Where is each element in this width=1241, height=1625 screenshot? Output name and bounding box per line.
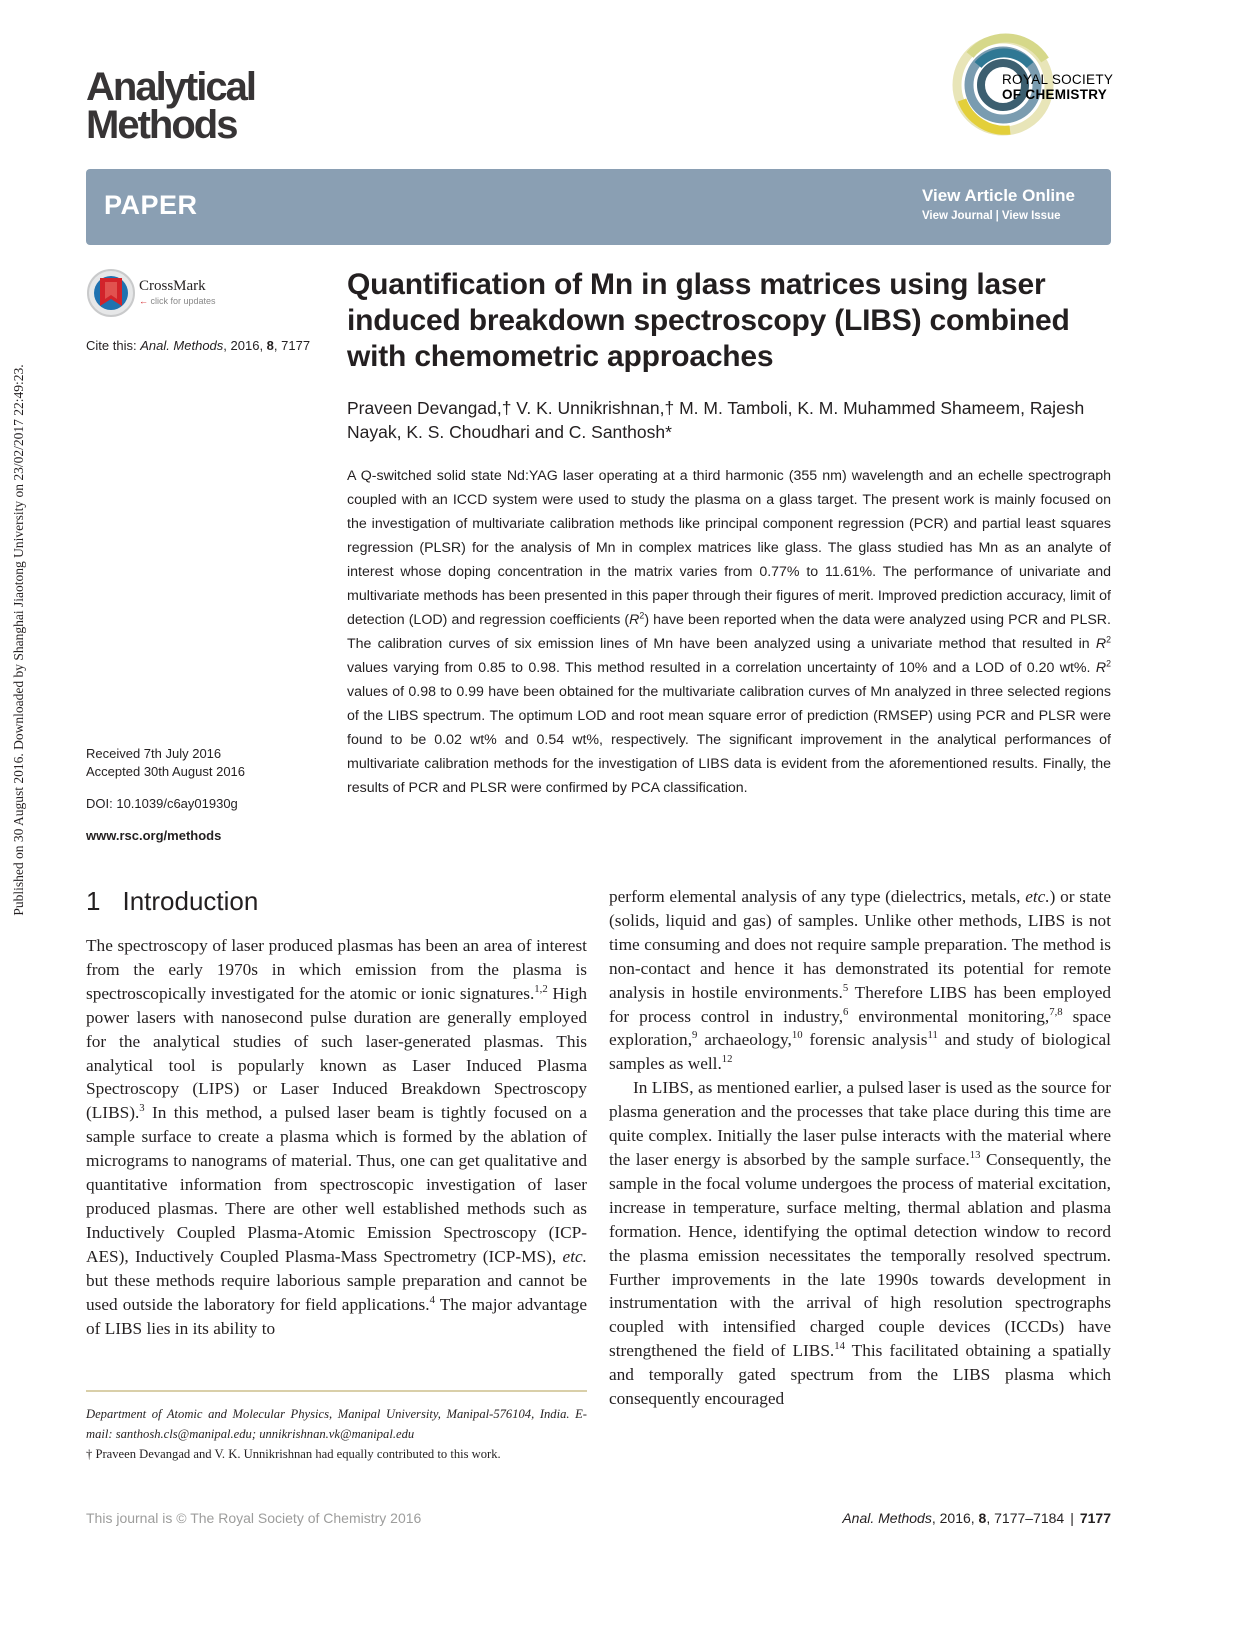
cite-year: , 2016, (223, 338, 267, 353)
crossmark-label (139, 278, 216, 306)
abstract-part-1: A Q-switched solid state Nd:YAG laser operating at a third harmonic (355 nm) wavelength and an echelle spectrograph coupled with an ICCD system were used to study the plasma on a glass target. The present work is mainly focused on the investigation of multivariate calibration methods like principal component regression (PCR) and partial least squares regression (PLSR) for the analysis of Mn in complex matrices like glass. The glass studied has Mn as an analyte of interest whose doping concentration in the matrix varies from 0.77% to 11.61%. The performance of univariate and multivariate methods has been presented in this paper through their figures of merit. Improved prediction accuracy, limit of detection (LOD) and regression coefficients ( (347, 468, 1111, 628)
body-text-span: High power lasers with nanosecond pulse duration are generally employed for the analytical studies of such laser-generated plasmas. This analytical tool is popularly known as Laser Induced Plasma Spectroscopy (LIPS) or Laser Induced Breakdown Spectroscopy (LIBS). (86, 983, 587, 1123)
abstract-part-2: ) have been reported when the data were analyzed using PCR and PLSR. The calibration curves of six emission lines of Mn have been analyzed using a univariate method that resulted in (347, 612, 1111, 652)
squared-symbol: 2 (639, 610, 645, 621)
footer-year: , 2016, (931, 1510, 979, 1526)
article-type-label: PAPER (104, 190, 198, 220)
view-article-online-link[interactable]: View Article Online (921, 186, 1075, 205)
rsc-logo (950, 30, 1120, 145)
crossmark-title: CrossMark (139, 278, 206, 294)
crossmark-icon (86, 268, 136, 318)
article-type-banner (86, 169, 1111, 245)
r-symbol: R (629, 612, 640, 628)
crossmark-badge[interactable] (86, 268, 226, 320)
body-text-span: perform elemental analysis of any type (dielectrics, metals, (609, 887, 1026, 906)
journal-name-line2: Methods (86, 103, 237, 147)
footer-pages: , 7177–7184 (986, 1510, 1065, 1526)
download-watermark-text: Published on 30 August 2016. Downloaded by Shanghai Jiaotong University on 23/02/2017 22:49:23. (11, 364, 26, 916)
body-text-span: The major advantage of LIBS lies in its ability to (86, 1294, 587, 1338)
link-separator: | (995, 210, 999, 222)
journal-name (86, 65, 255, 147)
r-symbol: R (1095, 660, 1107, 676)
equal-contribution-footnote: † Praveen Devangad and V. K. Unnikrishnan had equally contributed to this work. (86, 1447, 501, 1461)
body-text-span: Therefore LIBS has been employed for process control in industry, (609, 982, 1112, 1026)
abstract-part-3: values varying from 0.85 to 0.98. This method resulted in a correlation uncertainty of 10% and a LOD of 0.20 wt%. (347, 660, 1096, 676)
intro-paragraph (609, 885, 1111, 1076)
citation-ref[interactable]: 4 (429, 1293, 435, 1306)
body-text-span: and study of biological samples as well. (609, 1030, 1111, 1074)
intro-right-column (609, 885, 1111, 1411)
page-number: 7177 (1079, 1510, 1111, 1526)
body-text-span: In this method, a pulsed laser beam is tightly focused on a sample surface to create a plasma which is formed by the ablation of micrograms to nanograms of material. Thus, one can get qualitative and quantitative information from spectroscopic investigation of laser produced plasmas. There are other well established methods such as Inductively Coupled Plasma-Atomic Emission Spectroscopy (ICP-AES), Inductively Coupled Plasma-Mass Spectrometry (ICP-MS), (86, 1103, 587, 1266)
footer-journal: Anal. Methods (842, 1510, 932, 1526)
footer-volume: 8 (978, 1510, 987, 1526)
citation-ref[interactable]: 6 (843, 1005, 849, 1018)
cite-prefix: Cite this: (86, 338, 141, 353)
citation-ref[interactable]: 12 (721, 1053, 733, 1066)
abstract (347, 464, 1111, 800)
page-footer-citation (842, 1510, 1111, 1526)
received-date: Received 7th July 2016 (86, 746, 222, 761)
body-text-span: In LIBS, as mentioned earlier, a pulsed laser is used as the source for plasma generation and the processes that take place during this time are quite complex. Initially the laser pulse interacts with the material where the laser energy is absorbed by the sample surface. (609, 1078, 1111, 1169)
download-watermark (8, 300, 30, 980)
article-links (922, 186, 1075, 222)
body-text-span: space exploration, (609, 1006, 1111, 1050)
citation-ref[interactable]: 5 (842, 981, 849, 994)
cite-volume: 8 (266, 338, 274, 353)
section-title: Introduction (122, 886, 259, 916)
body-text-span: but these methods require laborious sample preparation and cannot be used outside the laboratory for field applications. (86, 1270, 587, 1314)
body-text-span: forensic analysis (802, 1030, 928, 1050)
crossmark-arrow-icon: ← (139, 296, 148, 306)
body-text-span: ) or state (solids, liquid and gas) of samples. Unlike other methods, LIBS is not time consuming and does not require sample preparation. The method is non-contact and hence it has demonstrated its potential for remote analysis in hostile environments. (609, 887, 1111, 1002)
etc-abbrev: etc. (562, 1246, 587, 1266)
cite-page: , 7177 (273, 338, 311, 353)
affiliation-footnote: Department of Atomic and Molecular Physics, Manipal University, Manipal-576104, India. E-mail: santhosh.cls@manipal.edu; unnikrishnan.vk@manipal.edu (86, 1407, 587, 1441)
view-journal-link[interactable]: View Journal (921, 210, 993, 222)
section-heading-introduction (86, 886, 258, 917)
article-title: Quantification of Mn in glass matrices using laser induced breakdown spectroscopy (LIBS) combined with chemometric approaches (347, 268, 1070, 373)
footer-separator: | (1070, 1510, 1074, 1526)
cite-journal: Anal. Methods (140, 338, 224, 353)
r-symbol: R (1095, 636, 1107, 652)
journal-name-line1: Analytical (86, 65, 255, 109)
doi[interactable]: DOI: 10.1039/c6ay01930g (86, 796, 238, 811)
article-metadata (86, 745, 245, 845)
intro-paragraph (609, 1076, 1111, 1411)
intro-left-column (86, 934, 587, 1340)
etc-abbrev: etc. (1025, 887, 1050, 906)
abstract-part-4: values of 0.98 to 0.99 have been obtained for the multivariate calibration curves of Mn analyzed in three selected regions of the LIBS spectrum. The optimum LOD and root mean square error of prediction (RMSEP) using PCR and PLSR were found to be 0.02 wt% and 0.54 wt%, respectively. The significant improvement in the analytical performances of multivariate calibration methods for the investigation of LIBS data is evident from the aforementioned results. Finally, the results of PCR and PLSR were confirmed by PCA classification. (347, 684, 1111, 796)
rsc-logo-line1: ROYAL SOCIETY (1002, 72, 1114, 87)
citation-ref[interactable]: 7,8 (1049, 1005, 1063, 1018)
citation-ref[interactable]: 1,2 (534, 983, 548, 996)
squared-symbol: 2 (1106, 634, 1111, 645)
section-number: 1 (86, 886, 101, 916)
citation-ref[interactable]: 11 (927, 1029, 938, 1042)
body-text-span: The spectroscopy of laser produced plasmas has been an area of interest from the early 1970s in which emission from the plasma is spectroscopically investigated for the atomic or ionic signatures. (86, 936, 587, 1003)
footnotes (86, 1404, 587, 1464)
accepted-date: Accepted 30th August 2016 (86, 764, 246, 779)
citation-ref[interactable]: 9 (692, 1029, 698, 1042)
citation-ref[interactable]: 14 (834, 1340, 845, 1353)
body-text-span: Consequently, the sample in the focal volume undergoes the process of material excitation, increase in temperature, surface melting, thermal ablation and plasma formation. Hence, identifying the optimal detection window to record the plasma emission necessitates the temporally resolved spectrum. Further improvements in the late 1990s towards development in instrumentation with the arrival of high resolution spectrographs coupled with intensified charged couple devices (ICCDs) have strengthened the field of LIBS. (609, 1149, 1111, 1361)
rsc-logo-line2: OF CHEMISTRY (1002, 87, 1108, 102)
citation (86, 338, 310, 353)
copyright-footer: This journal is © The Royal Society of Chemistry 2016 (86, 1510, 422, 1526)
body-text-span: This facilitated obtaining a spatially and temporally gated spectrum from the LIBS plasma which consequently encouraged (609, 1341, 1111, 1409)
view-issue-link[interactable]: View Issue (1001, 210, 1061, 222)
body-text-span: environmental monitoring, (848, 1006, 1050, 1026)
body-text-span: archaeology, (697, 1030, 792, 1050)
author-list: Praveen Devangad,† V. K. Unnikrishnan,† M. M. Tamboli, K. M. Muhammed Shameem, Rajesh Nayak, K. S. Choudhari and C. Santhosh* (347, 398, 1085, 442)
squared-symbol: 2 (1106, 658, 1111, 669)
crossmark-subtitle (139, 296, 216, 306)
crossmark-subtitle-text: click for updates (150, 296, 216, 306)
citation-ref[interactable]: 10 (791, 1029, 803, 1042)
citation-ref[interactable]: 3 (139, 1102, 145, 1115)
citation-ref[interactable]: 13 (969, 1149, 981, 1162)
footnote-divider (86, 1390, 587, 1392)
journal-issue-links (922, 210, 1075, 222)
journal-website-link[interactable]: www.rsc.org/methods (86, 828, 222, 843)
